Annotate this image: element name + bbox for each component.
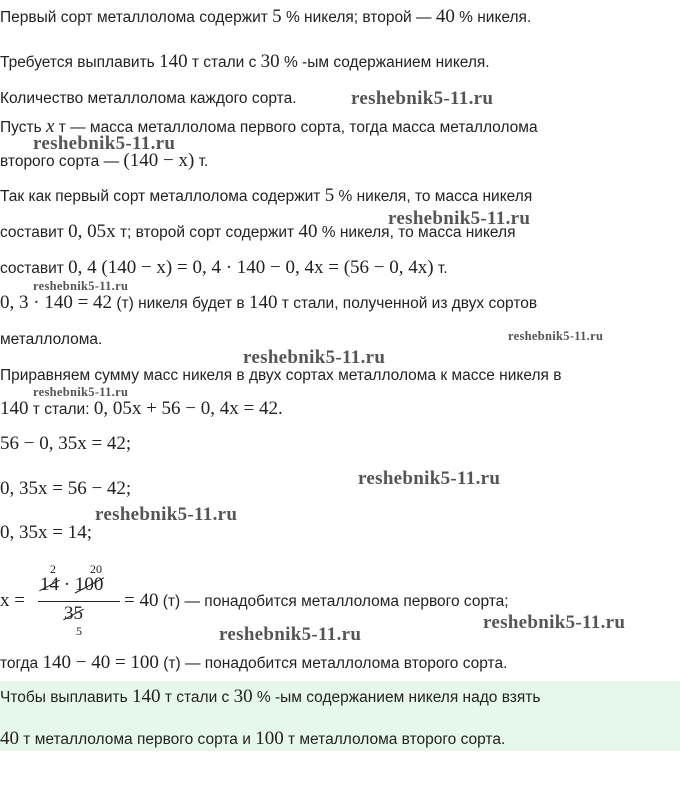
watermark: reshebnik5-11.ru [33,385,129,399]
equation-2: 0, 35x = 56 − 42; [0,478,132,499]
solution-line-6: Так как первый сорт металлолома содержит 5 % никеля, то масса никеля [0,185,533,206]
watermark: reshebnik5-11.ru [508,329,604,343]
cancel-result-a: 2 [50,562,56,576]
watermark: reshebnik5-11.ru [33,279,129,293]
fraction-result: = 40 (т) — понадобится металлолома первого сорта; [124,590,509,611]
watermark: reshebnik5-11.ru [483,612,626,633]
problem-line-1: Первый сорт металлолома содержит 5 % никеля; второй — 40 % никеля. [0,6,532,27]
solution-line-10: металлолома. [0,331,103,348]
equation-3: 0, 35x = 14; [0,522,92,543]
watermark: reshebnik5-11.ru [95,504,238,525]
watermark: reshebnik5-11.ru [219,624,362,645]
fraction-numerator: 14 · 100 [40,574,104,595]
fraction-bar [38,601,120,602]
solution-line-5: второго сорта — (140 − x) т. [0,150,209,171]
solution-line-9: 0, 3 · 140 = 42 (т) никеля будет в 140 т стали, полученной из двух сортов [0,292,538,313]
solution-line-then: тогда 140 − 40 = 100 (т) — понадобится металлолома второго сорта. [0,652,508,673]
cancel-result-b: 20 [90,562,102,576]
watermark: reshebnik5-11.ru [358,468,501,489]
watermark: reshebnik5-11.ru [388,208,531,229]
cancel-result-den: 5 [76,624,82,638]
answer-line-2: 40 т металлолома первого сорта и 100 т металлолома второго сорта. [0,728,506,749]
watermark: reshebnik5-11.ru [243,347,386,368]
answer-line-1: Чтобы выплавить 140 т стали с 30 % -ым содержанием никеля надо взять [0,686,541,707]
fraction-denominator: 35 [64,603,83,624]
watermark: reshebnik5-11.ru [351,88,494,109]
solution-line-12: 140 т стали: 0, 05x + 56 − 0, 4x = 42. [0,398,283,419]
problem-line-2: Требуется выплавить 140 т стали с 30 % -ым содержанием никеля. [0,51,490,72]
solution-line-4: Пусть x т — масса металлолома первого сорта, тогда масса металлолома [0,116,538,137]
equation-1: 56 − 0, 35x = 42; [0,433,132,454]
solution-line-7: составит 0, 05x т; второй сорт содержит 40 % никеля, то масса никеля [0,221,516,242]
solution-line-8: составит 0, 4 (140 − x) = 0, 4 · 140 − 0, 4x = (56 − 0, 4x) т. [0,257,448,278]
solution-line-11: Приравняем сумму масс никеля в двух сортах металлолома к массе никеля в [0,367,562,384]
question-line: Количество металлолома каждого сорта. [0,90,297,107]
watermark: reshebnik5-11.ru [33,133,176,154]
